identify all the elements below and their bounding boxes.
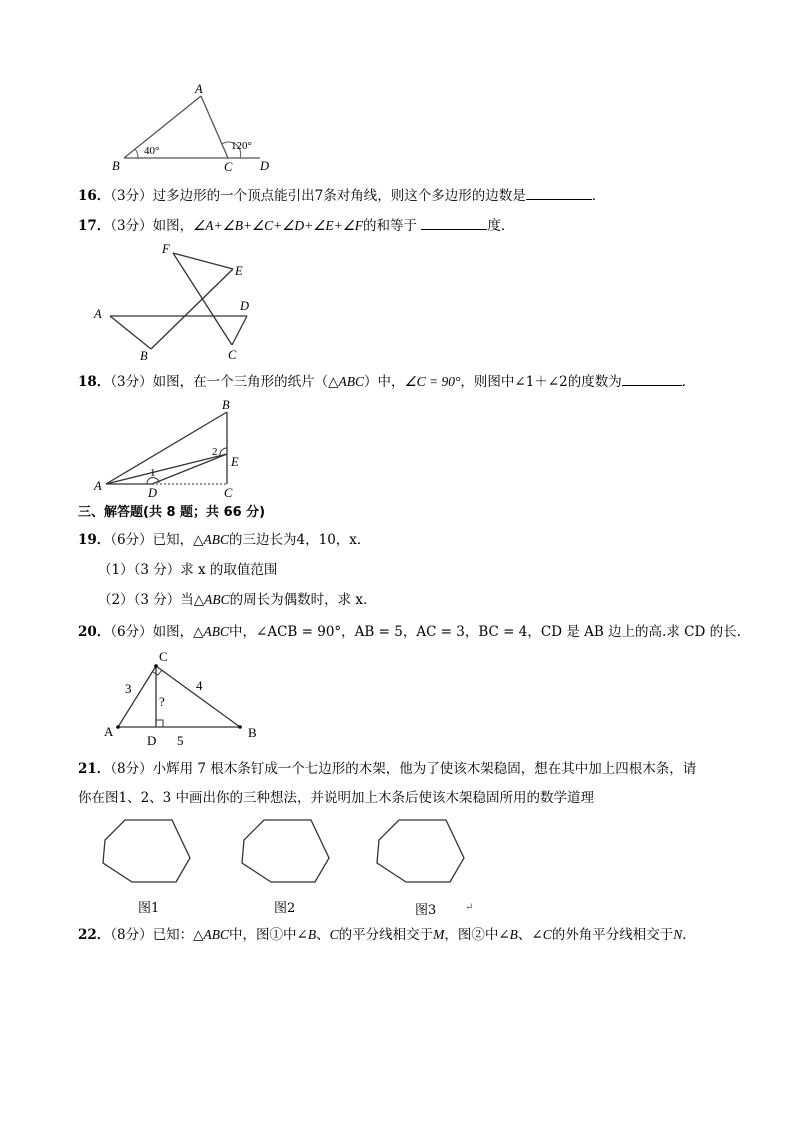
segment-ac (201, 96, 228, 158)
q18-number: 18． (78, 374, 111, 390)
figure-q21-heptagon-1 (100, 818, 195, 888)
label-d: D (148, 486, 158, 500)
figure-caption-2: 图2 (274, 901, 296, 916)
label-d: D (260, 159, 270, 173)
question-20 (78, 623, 741, 641)
q22-text3: 中∠ (283, 927, 308, 943)
q22-point-m: M (433, 927, 445, 942)
q16-text: 过多边形的一个顶点能引出7条对角线，则这个多边形的边数是 (152, 188, 526, 204)
q22-text7: 的外角平分线相交于 (551, 927, 674, 943)
q17-text2: 的和等于 (363, 218, 418, 234)
q22-angle-b-2: B (509, 927, 518, 942)
segment-ac (118, 666, 156, 727)
question-18 (78, 373, 695, 391)
figure-q21-heptagon-2 (239, 818, 334, 888)
question-19 (78, 531, 370, 549)
question-22: 22．（8分）已知：△ABC中，图①中∠B、C的平分线相交于M，图②中∠B、∠C的外角平分线相交于N． (78, 927, 696, 943)
q22-circled-2: ② (471, 927, 485, 943)
q22-triangle-name: ABC (203, 927, 230, 942)
q19-text1: 已知，△ (152, 532, 204, 548)
segment-ab (106, 412, 227, 484)
side-ac-length: 3 (125, 681, 132, 696)
q22-text5: ，图 (444, 927, 472, 943)
label-b: B (248, 725, 257, 740)
side-ab-length: 5 (177, 733, 184, 748)
q20-triangle-name: ABC (203, 624, 230, 639)
label-b: B (112, 159, 120, 173)
q19-triangle-name: ABC (203, 532, 230, 547)
label-c: C (228, 348, 237, 362)
label-b: B (140, 349, 148, 363)
segment-c-d (232, 316, 247, 345)
q22-point-n: N (673, 927, 683, 942)
unknown-cd-label: ? (159, 694, 165, 709)
q22-score: （8分） (110, 927, 153, 943)
q22-sep-1: 、 (316, 927, 330, 943)
q18-condition: ∠C = 90° (404, 374, 461, 389)
point-b (238, 725, 242, 729)
side-bc-length: 4 (196, 678, 203, 693)
label-d: D (147, 733, 157, 748)
label-d: D (240, 299, 250, 313)
q18-text1: 如图，在一个三角形的纸片（△ (152, 374, 339, 390)
q18-score: （3分） (110, 374, 153, 390)
figure-caption-3: 图3 (415, 903, 437, 918)
figure-caption-1: 图1 (138, 901, 160, 916)
q16-end: ． (591, 188, 606, 204)
right-angle-c-mark (153, 670, 162, 675)
label-c: C (159, 649, 168, 664)
right-angle-d-mark (156, 720, 163, 727)
figure-q21-heptagon-3 (374, 818, 469, 888)
q22-circled-1: ① (269, 927, 284, 943)
label-a: A (195, 82, 203, 96)
q16-score: （3分） (110, 188, 153, 204)
label-b: B (222, 398, 230, 412)
q22-end: ． (682, 927, 696, 943)
q20-text2: 中，∠ACB = 90°，AB = 5，AC = 3，BC = 4，CD 是 AB 边上的高.求 CD 的长. (229, 624, 741, 640)
q19-sub2-triangle: ABC (204, 592, 230, 607)
segment-de (152, 454, 227, 484)
label-a: A (104, 724, 114, 739)
angle-b-label: 40° (144, 145, 160, 157)
angle-2-label: 2 (212, 446, 218, 458)
label-f: F (162, 242, 170, 256)
q22-number: 22． (78, 927, 111, 943)
segment-b-e (151, 269, 233, 349)
section-3-heading: 三、解答题(共 8 题；共 66 分) (78, 505, 266, 520)
figure-q15-triangle (110, 82, 280, 174)
question-17 (78, 217, 514, 235)
q17-end: 度． (487, 218, 515, 234)
q21-score: （8分） (110, 761, 153, 777)
q22-angle-b: B (307, 927, 317, 942)
q18-end: ． (681, 374, 696, 390)
q17-expression: ∠A+∠B+∠C+∠D+∠E+∠F (193, 218, 364, 233)
q21-line2: 你在图1、2、3 中画出你的三种想法，并说明加上木条后使该木架稳固所用的数学道理 (78, 790, 595, 806)
question-16 (78, 187, 605, 205)
q19-sub2 (98, 591, 377, 609)
q22-sep-2: 、 (517, 927, 532, 943)
label-c: C (224, 160, 233, 174)
angle-1-label: 1 (150, 467, 156, 479)
q21-number: 21． (78, 761, 111, 777)
q22-text6: 中∠ (484, 927, 510, 943)
segment-ab (124, 96, 201, 158)
paragraph-mark: ↵ (465, 902, 474, 913)
figure-q20-right-triangle (100, 648, 270, 748)
figure-q17-star (90, 240, 270, 365)
label-c: C (224, 486, 233, 500)
label-e: E (231, 455, 239, 469)
label-a: A (94, 479, 102, 493)
q17-number: 17． (78, 218, 111, 234)
q22-text2: 中，图 (229, 927, 270, 943)
q16-number: 16． (78, 188, 111, 204)
angle-ext-label: 120° (231, 140, 252, 152)
point-c (154, 664, 158, 668)
q17-answer-blank[interactable] (421, 229, 487, 230)
angle-b-arc (135, 149, 138, 158)
q16-answer-blank[interactable] (526, 199, 592, 200)
figure-q18-folded-triangle (90, 396, 260, 500)
q22-angle-c: C (329, 927, 339, 942)
q18-text3: ，则图中∠1＋∠2的度数为 (460, 374, 622, 390)
q17-text1: 如图， (152, 218, 194, 234)
q22-angle-c-2: C (542, 927, 552, 942)
point-a (116, 725, 120, 729)
q20-text1: 如图，△ (152, 624, 204, 640)
q17-score: （3分） (110, 218, 153, 234)
q19-number: 19． (78, 532, 111, 548)
q19-sub2-a: （2）（3 分）当△ (98, 592, 205, 608)
q21-line1: 小辉用 7 根木条钉成一个七边形的木架，他为了使该木架稳固，想在其中加上四根木条，请 (152, 761, 697, 777)
segment-cb (156, 666, 240, 727)
segment-ae (106, 454, 227, 484)
q19-text2: 的三边长为4，10，x． (229, 532, 371, 548)
q18-answer-blank[interactable] (622, 385, 682, 386)
q18-triangle-name: ABC (338, 374, 365, 389)
q19-score: （6分） (110, 532, 153, 548)
q19-sub2-b: 的周长为偶数时，求 x． (229, 592, 377, 608)
q22-text4: 的平分线相交于 (338, 927, 434, 943)
q20-score: （6分） (110, 624, 153, 640)
q18-text2: ）中， (364, 374, 405, 390)
label-a: A (94, 307, 102, 321)
segment-a-b (110, 316, 151, 349)
label-e: E (235, 264, 243, 278)
question-21 (78, 760, 696, 778)
q19-sub1: （1）（3 分）求 x 的取值范围 (98, 562, 278, 578)
q20-number: 20． (78, 624, 111, 640)
q22-text1: 已知：△ (152, 927, 204, 943)
